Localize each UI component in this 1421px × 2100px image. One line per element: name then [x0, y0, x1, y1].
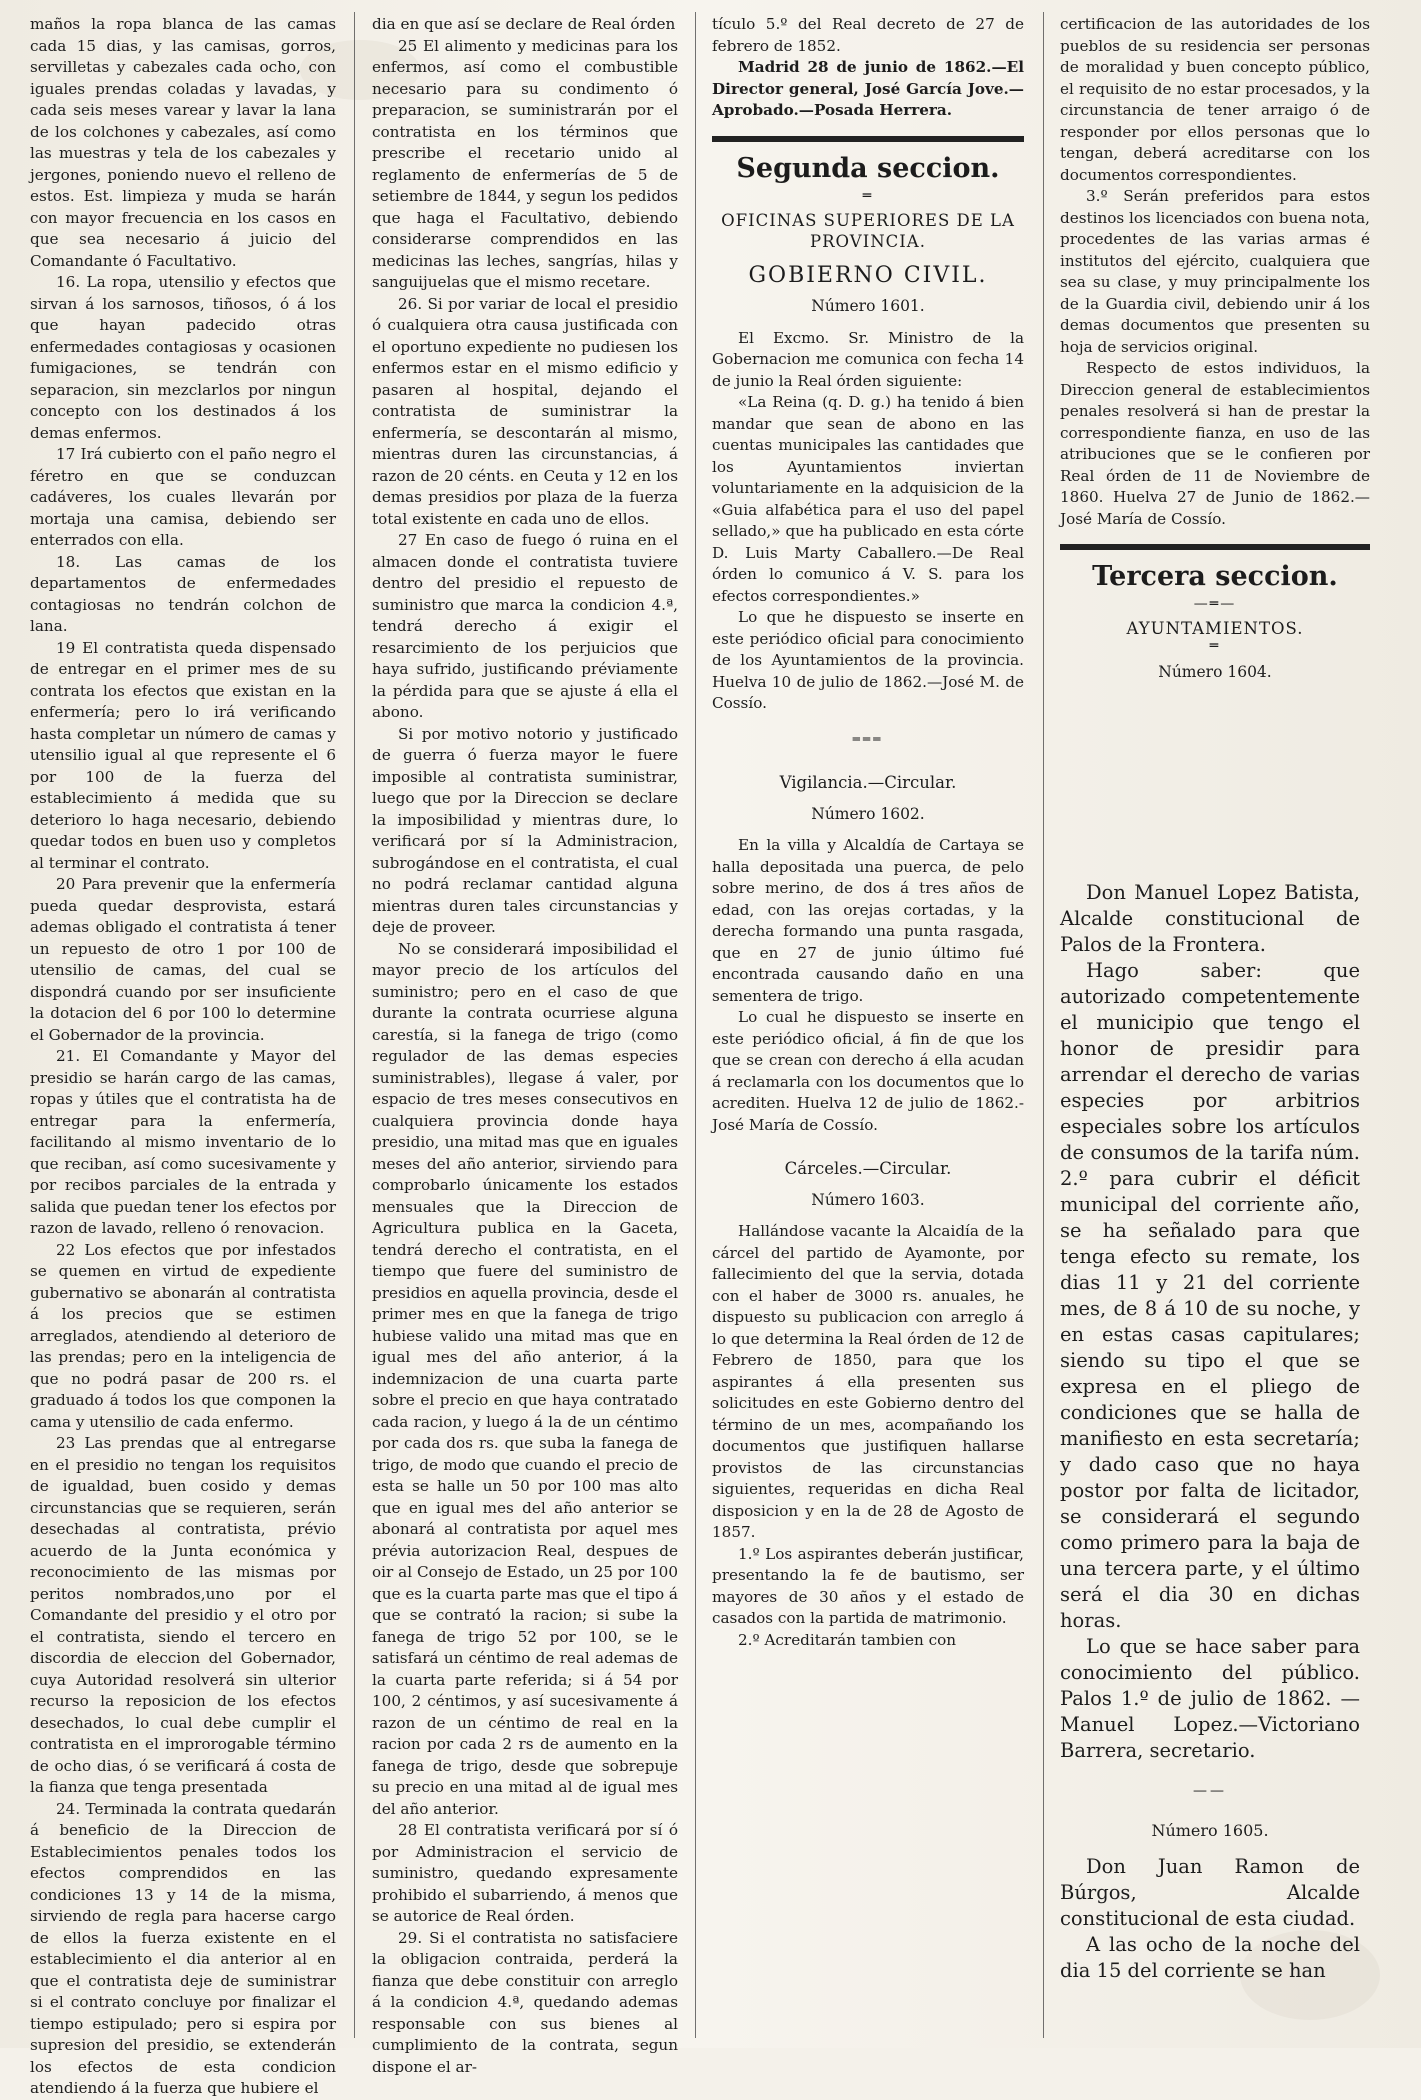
gobierno-heading: GOBIERNO CIVIL.	[748, 262, 988, 288]
double-rule: —═—	[1193, 596, 1237, 612]
paragraph: Si por motivo notorio y justificado de guerra ó fuerza mayor le fuere imposible al contratista suministrar, luego que por la Direccion se declare la imposibilidad y mientras dure, lo verificará por sí la Administracion, subrogándose en el contratista, el cual no podrá reclamar cantidad alguna mientras duren tales circunstancias y deje de proveer.	[372, 724, 678, 936]
paragraph: A las ocho de la noche del dia 15 del corriente se han	[1060, 1933, 1360, 1982]
section-title: Tercera seccion.	[1092, 561, 1338, 592]
paragraph: 21. El Comandante y Mayor del presidio se harán cargo de las camas, ropas y útiles que el contratista ha de entregar para la enfermería, facilitando al mismo inventario de lo que reciban, así como sucesivamente y por recibos parciales de la entrada y salida que puedan tener los efectos por razon de lavado, relleno ó renovacion.	[30, 1047, 336, 1237]
separator: ——	[1193, 1783, 1227, 1799]
notice-subheading: Vigilancia.—Circular.	[779, 773, 957, 792]
paragraph: 16. La ropa, utensilio y efectos que sirvan á los sarnosos, tiñosos, ó á los que hayan padecido otras enfermedades contagiosas y ocasionen fumigaciones, se tendrán con separacion, sin mezclarlos por ningun concepto con los destinados á los demas enfermos.	[30, 273, 336, 442]
paragraph: 28 El contratista verificará por sí ó por Administracion el servicio de suministro, quedando expresamente prohibido el subarriendo, á menos que se autorice de Real órden.	[372, 1821, 678, 1925]
paragraph: 23 Las prendas que al entregarse en el presidio no tengan los requisitos de igualdad, buen cosido y demas circunstancias que se requieren, serán desechadas al contratista, prévio acuerdo de la Junta económica y reconocimiento de las mismas por peritos nombrados,uno por el Comandante del presidio y el otro por el contratista, siendo el tercero en discordia de eleccion del Gobernador, cuya Autoridad resolverá sin ulterior recurso la reposicion de los efectos desechados, lo cual debe cumplir el contratista en el improrogable término de ocho dias, ó se verificará á costa de la fianza que tenga presentada	[30, 1434, 336, 1796]
paragraph: «La Reina (q. D. g.) ha tenido á bien mandar que sean de abono en las cuentas municipales las cantidades que los Ayuntamientos inviertan voluntariamente en la adquisicion de la «Guia alfabética para el uso del papel sellado,» que ha publicado en esta córte D. Luis Marty Caballero.—De Real órden lo comunico á V. S. para los efectos correspondientes.»	[712, 393, 1024, 605]
section-rule	[712, 136, 1024, 142]
column-2	[372, 14, 678, 2076]
paragraph: El Excmo. Sr. Ministro de la Gobernacion me comunica con fecha 14 de junio la Real órden siguiente:	[712, 328, 1024, 390]
section-title: Segunda seccion.	[736, 152, 1000, 184]
column-rule	[1043, 12, 1044, 2038]
section-rule	[1060, 544, 1370, 550]
paragraph: 24. Terminada la contrata quedarán á beneficio de la Direccion de Establecimientos penales todos los efectos comprendidos en las condiciones 13 y 14 de la misma, sirviendo de regla para hacerse cargo de ellos la fuerza existente en el establecimiento el dia anterior al en que el contratista deje de suministrar si el contrato concluye por finalizar el tiempo estipulado; pero si espira por supresion del presidio, se extenderán los efectos de esta condicion atendiendo á la fuerza que hubiere el	[30, 1799, 336, 2097]
paragraph: No se considerará imposibilidad el mayor precio de los artículos del suministro; pero en el caso de que durante la contrata ocurriese alguna carestía, si la fanega de trigo (como regulador de las demas especies suministrables), llegase á valer, por espacio de tres meses consecutivos en cualquiera provincia donde haya presidio, una mitad mas que en iguales meses del año anterior, sirviendo para comprobarlo únicamente los estados mensuales que la Direccion de Agricultura publica en la Gaceta, tendrá derecho el contratista, en el tiempo que fuere del suministro de presidios en aquella provincia, desde el primer mes en que la fanega de trigo hubiese valido una mitad mas que en igual mes del año anterior, á la indemnizacion de una cuarta parte sobre el precio en que haya contratado cada racion, y luego á la de un céntimo por cada dos rs. que suba la fanega de trigo, de modo que cuando el precio de esta se halle un 50 por 100 mas alto que en igual mes del año anterior se abonará al contratista por aquel mes prévia autorizacion Real, despues de oir al Consejo de Estado, un 25 por 100 que es la cuarta parte mas que el tipo á que se contrató la racion; si sube la fanega de trigo 52 por 100, se le satisfará un céntimo de real ademas de la cuarta parte referida; si á 54 por 100, 2 céntimos, y así sucesivamente á razon de un céntimo de real en la racion por cada 2 rs de aumento en la fanega de trigo, desde que sobrepuje su precio en una mitad al de igual mes del año anterior.	[372, 939, 678, 1818]
paragraph: 3.º Serán preferidos para estos destinos los licenciados con buena nota, procedentes de las varias armas é institutos del ejército, cualquiera que sea su clase, y muy principalmente los de la Guardia civil, debiendo unir á los demas documentos que presenten su hoja de servicios original.	[1060, 187, 1370, 356]
paragraph: En la villa y Alcaldía de Cartaya se halla depositada una puerca, de pelo sobre merino, de dos á tres años de edad, con las orejas cortadas, y la derecha formando una punta rasgada, que en 27 de junio último fué encontrada causando daño en una sementera de trigo.	[712, 836, 1024, 1005]
paragraph: 1.º Los aspirantes deberán justificar, presentando la fe de bautismo, ser mayores de 30 años y el estado de casados con la partida de matrimonio.	[712, 1544, 1024, 1627]
office-heading: OFICINAS SUPERIORES DE LA PROVINCIA.	[721, 210, 1015, 251]
notice-subheading: Cárceles.—Circular.	[784, 1159, 952, 1178]
column-rule	[695, 12, 696, 2038]
notice-number: Número 1604.	[1158, 662, 1272, 681]
column-4-large-type	[1060, 880, 1360, 2040]
column-3	[712, 14, 1024, 2040]
mayor-name: Don Manuel Lopez Batista, Alcalde constitucional de Palos de la Frontera.	[1060, 881, 1360, 956]
double-rule: ═	[862, 187, 874, 204]
paragraph: 17 Irá cubierto con el paño negro el féretro en que se conduzcan cadáveres, los cuales llevarán por mortaja una camisa, debiendo ser enterrados con ella.	[30, 445, 336, 549]
column-1	[30, 14, 336, 2097]
paragraph: 25 El alimento y medicinas para los enfermos, así como el combustible necesario para su condimento ó preparacion, se suministrarán por el contratista en los términos que prescribe el recetario unido al reglamento de enfermerías de 5 de setiembre de 1844, y segun los pedidos que haga el Facultativo, debiendo considerarse comprendidos en las medicinas las leches, sangrías, hilas y sanguijuelas que el mismo recetare.	[372, 36, 678, 291]
paragraph: Hallándose vacante la Alcaidía de la cárcel del partido de Ayamonte, por fallecimiento del que la servia, dotada con el haber de 3000 rs. anuales, he dispuesto su publicacion con arreglo á lo que determina la Real órden de 12 de Febrero de 1850, para que los aspirantes á ella presenten sus solicitudes en este Gobierno dentro del término de un mes, acompañando los documentos que justifiquen hallarse provistos de las circunstancias siguientes, requeridas en dicha Real disposicion y en la de 28 de Agosto de 1857.	[712, 1222, 1024, 1541]
separator: ═══	[852, 731, 884, 746]
paragraph: dia en que así se declare de Real órden	[372, 15, 676, 33]
paragraph: certificacion de las autoridades de los pueblos de su residencia ser personas de moralidad y buen concepto público, el requisito de no estar procesados, y la circunstancia de tener arraigo ó de responder por ellos personas que lo tengan, deberá acreditarse con los documentos correspondientes.	[1060, 15, 1370, 184]
ayuntamientos-heading: AYUNTAMIENTOS.	[1126, 619, 1304, 638]
notice-number: Número 1602.	[811, 804, 925, 823]
paragraph: 27 En caso de fuego ó ruina en el almacen donde el contratista tuviere dentro del presidio el repuesto de suministro que marca la condicion 4.ª, tendrá derecho á exigir el resarcimiento de los perjuicios que haya sufrido, justificando préviamente la pérdida para que se ajuste á ella el abono.	[372, 531, 678, 721]
notice-number: Número 1603.	[811, 1190, 925, 1209]
paragraph: 19 El contratista queda dispensado de entregar en el primer mes de su contrata los efectos que existan en la enfermería; pero lo irá verificando hasta completar un número de camas y utensilio igual al que represente el 6 por 100 de la fuerza del establecimiento á medida que su deterioro lo haga necesario, debiendo quedar todos en buen uso y completos al terminar el contrato.	[30, 638, 336, 872]
double-rule: ═	[1209, 637, 1221, 654]
paragraph: 29. Si el contratista no satisfaciere la obligacion contraida, perderá la fianza que debe constituir con arreglo á la condicion 4.ª, quedando ademas responsable con sus bienes al cumplimiento de la contrata, segun dispone el ar-	[372, 1928, 678, 2076]
notice-number: Número 1605.	[1151, 1821, 1269, 1840]
paragraph: Hago saber: que autorizado competentemente el municipio que tengo el honor de presidir para arrendar el derecho de varias especies por arbitrios especiales sobre los artículos de consumos de la tarifa núm. 2.º para cubrir el déficit municipal del corriente año, se ha señalado para que tenga efecto su remate, los dias 11 y 21 del corriente mes, de 8 á 10 de su noche, y en estas casas capitulares; siendo su tipo el que se expresa en el pliego de condiciones que se halla de manifiesto en esta secretaría; y dado caso que no haya postor por falta de licitador, se considerará el segundo como primero para la baja de una tercera parte, y el último será el dia 30 en dichas horas.	[1060, 959, 1360, 1632]
paragraph: Lo que he dispuesto se inserte en este periódico oficial para conocimiento de los Ayuntamientos de la provincia. Huelva 10 de julio de 1862.—José M. de Cossío.	[712, 608, 1024, 712]
paragraph: 22 Los efectos que por infestados se quemen en virtud de expediente gubernativo se abonarán al contratista á los precios que se estimen arreglados, atendiendo al deterioro de las prendas; pero en la inteligencia de que no podrá pasar de 200 rs. el graduado á todos los que componen la cama y utensilio de cada enfermo.	[30, 1240, 336, 1431]
paragraph: Lo que se hace saber para conocimiento del público. Palos 1.º de julio de 1862. —Manuel Lopez.—Victoriano Barrera, secretario.	[1060, 1635, 1360, 1762]
mayor-name: Don Juan Ramon de Búrgos, Alcalde constitucional de esta ciudad.	[1060, 1855, 1360, 1930]
notice-number: Número 1601.	[811, 297, 925, 315]
paragraph: 2.º Acreditarán tambien con	[738, 1630, 957, 1649]
paragraph: maños la ropa blanca de las camas cada 15 dias, y las camisas, gorros, servilletas y cabezales cada ocho, con iguales prendas coladas y lavadas, y cada seis meses varear y lavar la lana de los colchones y cabezales, así como las muestras y tela de los cabezales y jergones, poniendo nuevo el relleno de estos. Est. limpieza y muda se harán con mayor frecuencia en los casos en que sea necesario á juicio del Comandante ó Facultativo.	[30, 15, 336, 270]
paragraph: 20 Para prevenir que la enfermería pueda quedar desprovista, estará ademas obligado el contratista á tener un repuesto de otro 1 por 100 de utensilio de camas, del cual se dispondrá cuando por ser insuficiente la dotacion del 6 por 100 lo determine el Gobernador de la provincia.	[30, 875, 336, 1044]
paragraph: Lo cual he dispuesto se inserte en este periódico oficial, á fin de que los que se crean con derecho á ella acudan á reclamarla con los documentos que lo acrediten. Huelva 12 de julio de 1862.-José María de Cossío.	[712, 1008, 1024, 1134]
column-rule	[354, 12, 355, 2038]
paragraph: tículo 5.º del Real decreto de 27 de febrero de 1852.	[712, 15, 1024, 55]
paragraph: Respecto de estos individuos, la Direccion general de establecimientos penales resolverá si han de prestar la correspondiente fianza, en uso de las atribuciones que se le confieren por Real órden de 11 de Noviembre de 1860. Huelva 27 de Junio de 1862.—José María de Cossío.	[1060, 359, 1370, 528]
paragraph: 26. Si por variar de local el presidio ó cualquiera otra causa justificada con el oportuno expediente no pudiesen los enfermos estar en el mismo edificio y pasaren al hospital, dejando el contratista de suministrar la enfermería, se descontarán al mismo, mientras duren las circunstancias, á razon de 20 cénts. en Ceuta y 12 en los demas presidios por plaza de la fuerza total existente en cada uno de ellos.	[372, 294, 678, 528]
signature: Madrid 28 de junio de 1862.—El Director general, José García Jove.—Aprobado.—Posada Herrera.	[712, 58, 1024, 119]
paragraph: 18. Las camas de los departamentos de enfermedades contagiosas no tendrán colchon de lana.	[30, 552, 336, 635]
